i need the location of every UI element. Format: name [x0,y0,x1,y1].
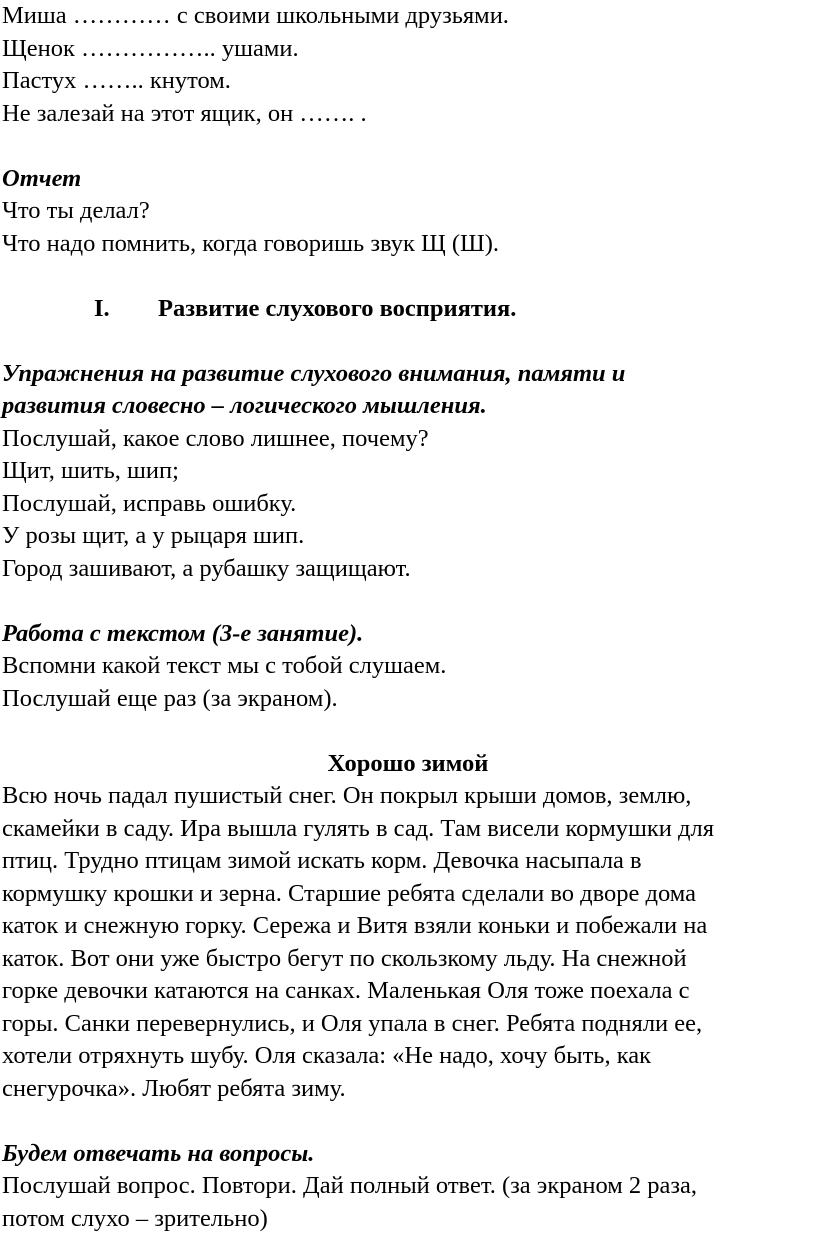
section-title: Развитие слухового восприятия. [158,294,517,322]
story-line: Всю ночь падал пушистый снег. Он покрыл крыши домов, землю, [2,782,692,809]
spacer [2,325,814,358]
text-work-line: Вспомни какой текст мы с тобой слушаем. [2,652,447,679]
story-line: горы. Санки перевернулись, и Оля упала в снег. Ребята подняли ее, [2,1009,703,1037]
report-line: Что ты делал? [2,197,150,224]
story-line: птиц. Трудно птицам зимой искать корм. Девочка насыпала в [2,847,642,874]
report-line: Что надо помнить, когда говоришь звук Щ (Ш). [2,229,500,257]
story-line: снегурочка». Любят ребята зиму. [2,1074,346,1102]
text-work-heading: Работа с текстом (3-е занятие). [2,619,364,647]
exercise-line: У розы щит, а у рыцаря шип. [2,522,305,549]
sentence-line: Щенок …………….. ушами. [2,34,299,62]
story-line: горке девочки катаются на санках. Маленькая Оля тоже поехала с [2,977,690,1004]
exercise-line: Послушай, какое слово лишнее, почему? [2,424,429,452]
exercise-line: Город зашивают, а рубашку защищают. [2,554,411,582]
exercise-line: Послушай, исправь ошибку. [2,489,297,517]
report-heading: Отчет [2,164,82,192]
questions-line: Послушай вопрос. Повтори. Дай полный ответ. (за экраном 2 раза, [2,1172,698,1199]
text-work-line: Послушай еще раз (за экраном). [2,684,338,712]
spacer [2,715,814,748]
section-number: I. [94,294,110,322]
story-line: скамейки в саду. Ира вышла гулять в сад. Там висели кормушки для [2,814,714,842]
sentence-line: Не залезай на этот ящик, он ……. . [2,99,367,127]
sentence-line: Пастух …….. кнутом. [2,67,231,94]
story-line: хотели отряхнуть шубу. Оля сказала: «Не надо, хочу быть, как [2,1042,652,1069]
exercises-heading: Упражнения на развитие слухового внимания, памяти и [2,359,626,387]
spacer [2,585,814,618]
story-line: каток. Вот они уже быстро бегут по скользкому льду. На снежной [2,944,687,972]
spacer [2,130,814,163]
document-content [2,0,814,1235]
exercises-heading: развития словесно – логического мышления. [2,392,487,419]
story-line: каток и снежную горку. Сережа и Витя взяли коньки и побежали на [2,912,708,939]
section-heading [2,293,814,326]
sentence-line: Миша ………… с своими школьными друзьями. [2,2,509,29]
exercise-line: Щит, шить, шип; [2,457,179,484]
spacer [2,1105,814,1138]
story-line: кормушку крошки и зерна. Старшие ребята сделали во дворе дома [2,879,696,907]
spacer [2,260,814,293]
questions-line: потом слухо – зрительно) [2,1204,268,1232]
story-title: Хорошо зимой [327,749,489,777]
questions-heading: Будем отвечать на вопросы. [2,1139,315,1167]
